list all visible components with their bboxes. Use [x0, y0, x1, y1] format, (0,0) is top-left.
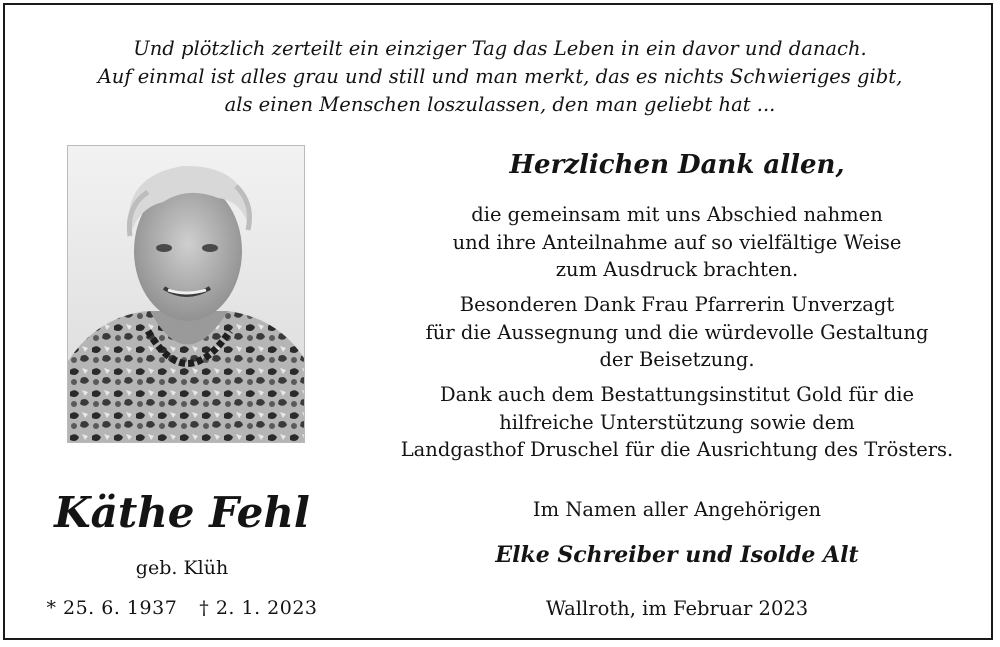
signers: Elke Schreiber und Isolde Alt: [495, 542, 859, 568]
life-dates: [27, 595, 337, 621]
death-date: † 2. 1. 2023: [199, 597, 318, 619]
thanks-line: Dank auch dem Bestattungsinstitut Gold für die: [439, 383, 915, 406]
thanks-line: Landgasthof Druschel für die Ausrichtung des Trösters.: [400, 438, 954, 461]
thanks-line: für die Aussegnung und die würdevolle Gestaltung: [425, 320, 929, 344]
deceased-name: Käthe Fehl: [54, 488, 310, 537]
portrait-photo: [67, 145, 305, 443]
thanks-line: Besonderen Dank Frau Pfarrerin Unverzagt: [459, 293, 895, 316]
obituary-notice: [3, 3, 993, 640]
thanks-paragraph-1: [377, 201, 977, 284]
thanks-line: die gemeinsam mit uns Abschied nahmen: [471, 203, 883, 226]
thanks-heading: Herzlichen Dank allen,: [509, 150, 845, 180]
birth-date: * 25. 6. 1937: [46, 597, 178, 619]
thanks-paragraph-3: [377, 381, 977, 464]
thanks-line: hilfreiche Unterstützung sowie dem: [499, 410, 855, 434]
birth-name: geb. Klüh: [135, 557, 229, 579]
thanks-line: und ihre Anteilnahme auf so vielfältige Weise: [452, 230, 902, 254]
poem-line-2: Auf einmal ist alles grau und still und man merkt, das es nichts Schwieriges gibt,: [97, 65, 903, 88]
thanks-paragraph-2: [377, 291, 977, 374]
poem-line-3: als einen Menschen loszulassen, den man geliebt hat ...: [224, 93, 776, 116]
portrait-illustration: [68, 146, 304, 442]
on-behalf-line: Im Namen aller Angehörigen: [532, 498, 822, 521]
thanks-line: der Beisetzung.: [599, 348, 755, 371]
place-date: Wallroth, im Februar 2023: [545, 597, 809, 620]
thanks-line: zum Ausdruck brachten.: [555, 258, 799, 281]
poem-line-1: Und plötzlich zerteilt ein einziger Tag das Leben in ein davor und danach.: [133, 37, 867, 60]
memorial-poem: [5, 35, 995, 119]
